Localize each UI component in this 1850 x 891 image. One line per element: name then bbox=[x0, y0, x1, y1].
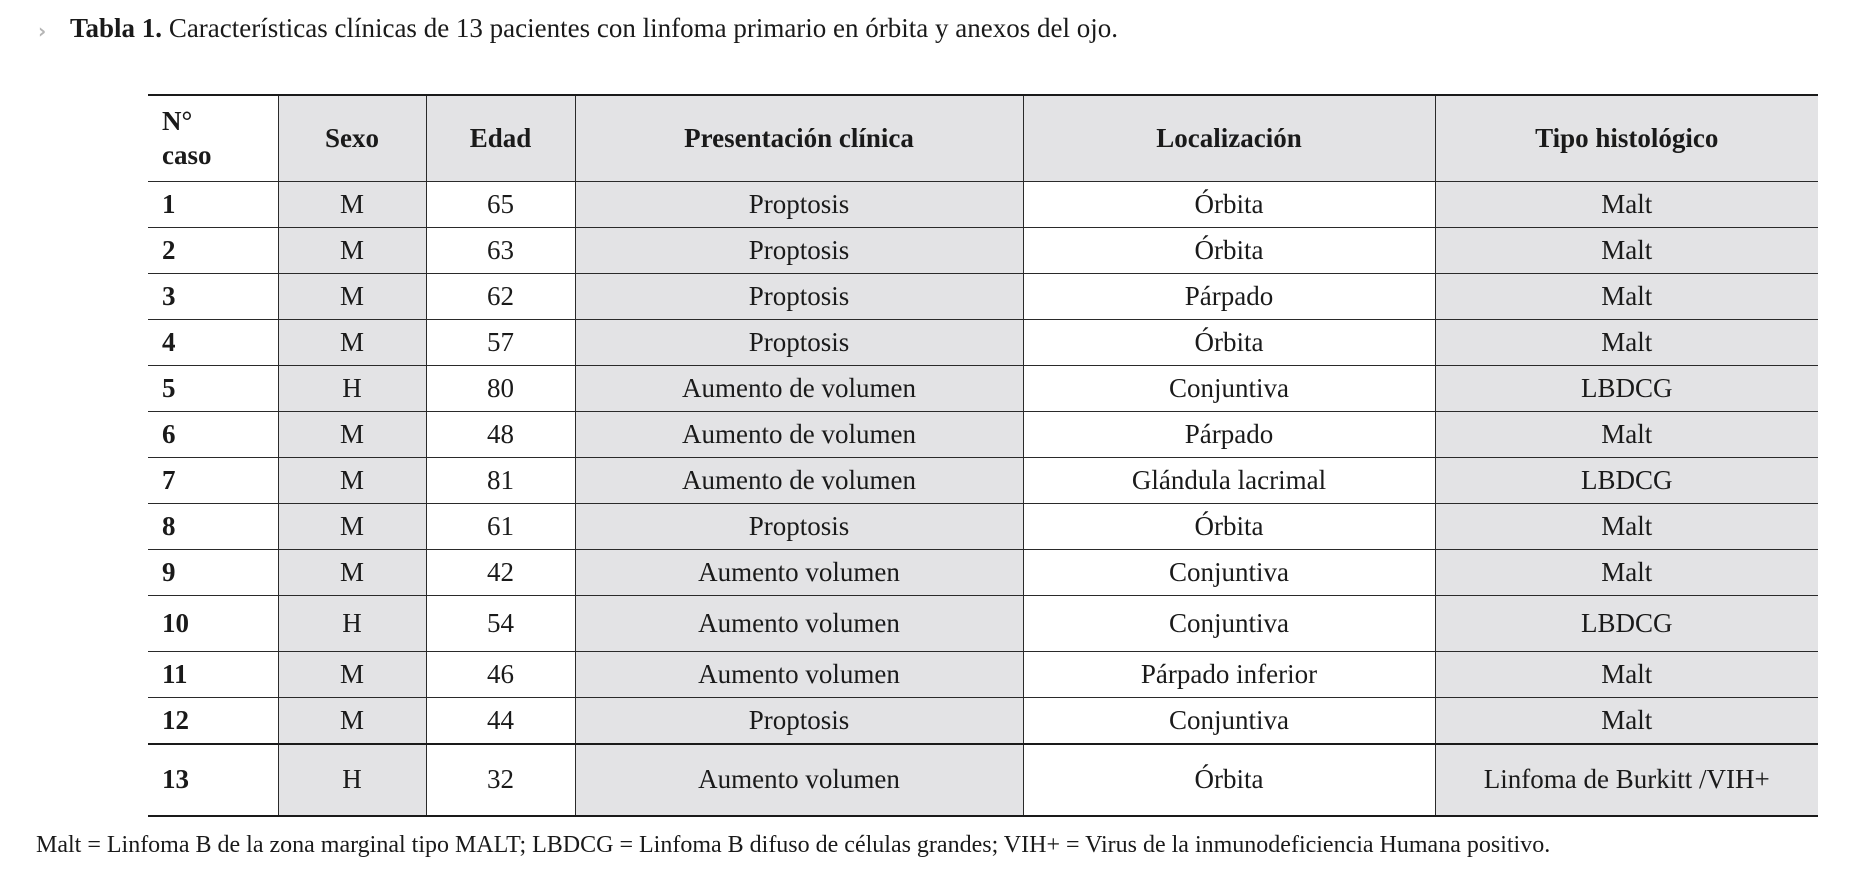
cell-presentacion: Proptosis bbox=[575, 697, 1023, 744]
cell-sexo: M bbox=[278, 457, 426, 503]
cell-tipo: Malt bbox=[1435, 319, 1818, 365]
cell-localizacion: Órbita bbox=[1023, 503, 1435, 549]
cell-presentacion: Proptosis bbox=[575, 273, 1023, 319]
header-presentacion: Presentación clínica bbox=[575, 95, 1023, 181]
cell-sexo: M bbox=[278, 227, 426, 273]
header-edad: Edad bbox=[426, 95, 575, 181]
double-chevron-icon: › bbox=[38, 19, 47, 43]
header-tipo: Tipo histológico bbox=[1435, 95, 1818, 181]
cell-edad: 80 bbox=[426, 365, 575, 411]
cell-caso: 6 bbox=[148, 411, 278, 457]
cell-caso: 1 bbox=[148, 181, 278, 227]
table-row bbox=[148, 744, 1818, 816]
table-row bbox=[148, 365, 1818, 411]
cell-localizacion: Conjuntiva bbox=[1023, 549, 1435, 595]
cell-presentacion: Proptosis bbox=[575, 319, 1023, 365]
table-footnote: Malt = Linfoma B de la zona marginal tipo MALT; LBDCG = Linfoma B difuso de células grandes; VIH+ = Virus de la inmunodeficiencia Humana positivo. bbox=[36, 832, 1551, 858]
cell-sexo: M bbox=[278, 697, 426, 744]
cell-tipo: Malt bbox=[1435, 549, 1818, 595]
cell-edad: 44 bbox=[426, 697, 575, 744]
header-sexo: Sexo bbox=[278, 95, 426, 181]
table-row bbox=[148, 697, 1818, 744]
cell-tipo: Malt bbox=[1435, 181, 1818, 227]
cell-sexo: M bbox=[278, 651, 426, 697]
cell-presentacion: Aumento volumen bbox=[575, 595, 1023, 651]
cell-localizacion: Glándula lacrimal bbox=[1023, 457, 1435, 503]
cell-localizacion: Órbita bbox=[1023, 227, 1435, 273]
cell-caso: 5 bbox=[148, 365, 278, 411]
cell-sexo: H bbox=[278, 744, 426, 816]
cell-edad: 61 bbox=[426, 503, 575, 549]
cell-edad: 32 bbox=[426, 744, 575, 816]
cell-caso: 3 bbox=[148, 273, 278, 319]
table-row bbox=[148, 319, 1818, 365]
cell-tipo: Malt bbox=[1435, 411, 1818, 457]
cell-presentacion: Aumento volumen bbox=[575, 744, 1023, 816]
cell-tipo: Linfoma de Burkitt /VIH+ bbox=[1435, 744, 1818, 816]
cell-tipo: LBDCG bbox=[1435, 457, 1818, 503]
cell-presentacion: Aumento de volumen bbox=[575, 365, 1023, 411]
header-case: N° caso bbox=[148, 95, 278, 181]
cell-localizacion: Órbita bbox=[1023, 181, 1435, 227]
caption-label: Tabla 1. bbox=[70, 13, 163, 43]
cell-caso: 7 bbox=[148, 457, 278, 503]
cell-localizacion: Órbita bbox=[1023, 319, 1435, 365]
cell-edad: 42 bbox=[426, 549, 575, 595]
cell-localizacion: Órbita bbox=[1023, 744, 1435, 816]
cell-caso: 9 bbox=[148, 549, 278, 595]
cell-caso: 10 bbox=[148, 595, 278, 651]
cell-edad: 46 bbox=[426, 651, 575, 697]
table-row bbox=[148, 457, 1818, 503]
table-row bbox=[148, 273, 1818, 319]
cell-localizacion: Conjuntiva bbox=[1023, 595, 1435, 651]
cell-sexo: M bbox=[278, 181, 426, 227]
cell-tipo: Malt bbox=[1435, 651, 1818, 697]
cell-tipo: LBDCG bbox=[1435, 595, 1818, 651]
cell-edad: 62 bbox=[426, 273, 575, 319]
clinical-table bbox=[148, 94, 1818, 817]
table-row bbox=[148, 595, 1818, 651]
header-localizacion: Localización bbox=[1023, 95, 1435, 181]
table-row bbox=[148, 549, 1818, 595]
cell-edad: 54 bbox=[426, 595, 575, 651]
cell-tipo: Malt bbox=[1435, 227, 1818, 273]
cell-presentacion: Aumento de volumen bbox=[575, 457, 1023, 503]
table-row bbox=[148, 651, 1818, 697]
cell-edad: 48 bbox=[426, 411, 575, 457]
caption-text: Características clínicas de 13 pacientes con linfoma primario en órbita y anexos del ojo. bbox=[162, 13, 1118, 43]
cell-edad: 57 bbox=[426, 319, 575, 365]
cell-tipo: Malt bbox=[1435, 697, 1818, 744]
cell-presentacion: Proptosis bbox=[575, 227, 1023, 273]
cell-sexo: M bbox=[278, 411, 426, 457]
table-row bbox=[148, 227, 1818, 273]
cell-tipo: Malt bbox=[1435, 503, 1818, 549]
cell-sexo: M bbox=[278, 273, 426, 319]
cell-presentacion: Proptosis bbox=[575, 181, 1023, 227]
cell-sexo: H bbox=[278, 365, 426, 411]
cell-edad: 65 bbox=[426, 181, 575, 227]
cell-edad: 63 bbox=[426, 227, 575, 273]
cell-localizacion: Párpado inferior bbox=[1023, 651, 1435, 697]
cell-edad: 81 bbox=[426, 457, 575, 503]
cell-caso: 13 bbox=[148, 744, 278, 816]
cell-localizacion: Párpado bbox=[1023, 273, 1435, 319]
cell-sexo: M bbox=[278, 503, 426, 549]
cell-caso: 4 bbox=[148, 319, 278, 365]
cell-sexo: M bbox=[278, 549, 426, 595]
cell-sexo: H bbox=[278, 595, 426, 651]
header-row bbox=[148, 95, 1818, 181]
cell-caso: 12 bbox=[148, 697, 278, 744]
cell-caso: 8 bbox=[148, 503, 278, 549]
cell-presentacion: Aumento de volumen bbox=[575, 411, 1023, 457]
cell-caso: 2 bbox=[148, 227, 278, 273]
cell-localizacion: Conjuntiva bbox=[1023, 365, 1435, 411]
table-caption bbox=[38, 8, 1118, 48]
table-row bbox=[148, 411, 1818, 457]
cell-tipo: Malt bbox=[1435, 273, 1818, 319]
cell-tipo: LBDCG bbox=[1435, 365, 1818, 411]
cell-presentacion: Aumento volumen bbox=[575, 549, 1023, 595]
cell-sexo: M bbox=[278, 319, 426, 365]
cell-caso: 11 bbox=[148, 651, 278, 697]
cell-presentacion: Aumento volumen bbox=[575, 651, 1023, 697]
table-row bbox=[148, 503, 1818, 549]
cell-localizacion: Párpado bbox=[1023, 411, 1435, 457]
cell-localizacion: Conjuntiva bbox=[1023, 697, 1435, 744]
table-row bbox=[148, 181, 1818, 227]
cell-presentacion: Proptosis bbox=[575, 503, 1023, 549]
